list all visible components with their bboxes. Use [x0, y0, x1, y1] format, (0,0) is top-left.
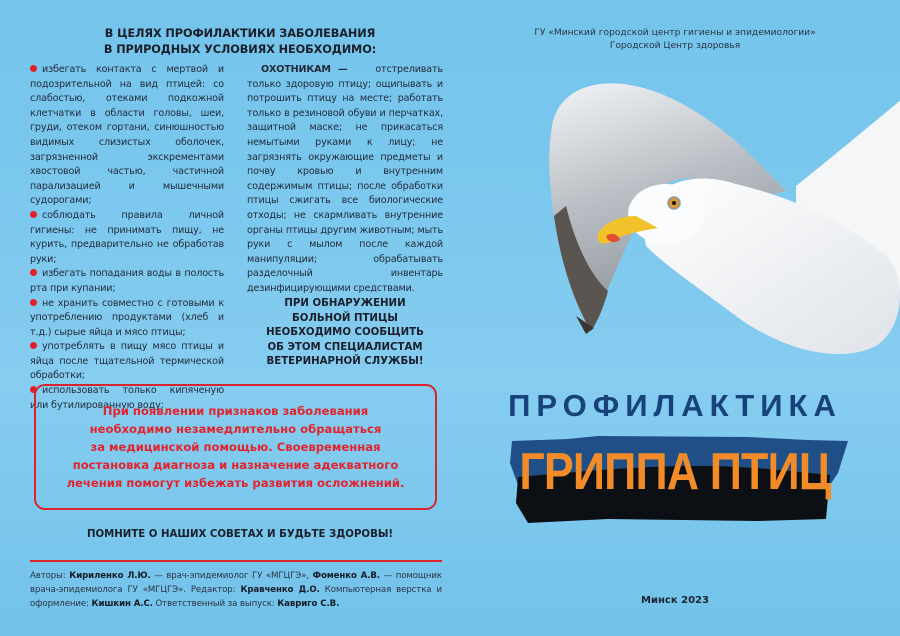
remember-slogan: ПОМНИТЕ О НАШИХ СОВЕТАХ И БУДЬТЕ ЗДОРОВЫ!: [86, 529, 394, 540]
warning-text: При появлении признаков заболевания необходимо незамедлительно обращаться за медицинской помощью. Своевременная постановка диагноза и назначение адекватного лечения помогут избежать развития осложнений.: [66, 404, 405, 490]
title-top: ПРОФИЛАКТИКА: [508, 388, 842, 423]
list-item: употреблять в пищу мясо птицы и яйца после тщательной термической обработки;: [30, 341, 224, 382]
cover-panel: [450, 0, 900, 636]
prevention-list: [30, 63, 224, 413]
list-item: избегать контакта с мертвой и подозрительной на вид птицей: со слабостью, отеками подкожной клетчатки в области головы, шеи, груди, отеком гортани, синюшностью видимых слизистых оболочек, загрязненной экскрементами хвостовой частью, частичной парализацией и мышечными судорогами;: [30, 64, 224, 207]
list-item: использовать только кипяченую или бутилированную воду;: [30, 385, 224, 411]
seagull-image: [546, 66, 900, 366]
list-item: не хранить совместно с готовыми к употреблению продуктами (хлеб и т.д.) сырые яйца и мясо птицы;: [30, 297, 224, 338]
hunters-text: отстреливать только здоровую птицу; ощипывать и потрошить птицу на месте; работать только в резиновой обуви и перчатках, защитной маске; не прикасаться немытыми руками к лицу; не загрязнять окружающие предметы и почву кровью и внутренним содержимым птицы; после обработки птицы сжигать все биологические отходы; не скармливать внутренние органы птицы другим животным; мыть руки с мылом после каждой манипуляции; обрабатывать разделочный инвентарь дезинфицирующими средствами.: [247, 64, 443, 294]
city-year: Минск 2023: [641, 595, 709, 606]
title-main: ГРИППА ПТИЦ: [519, 443, 831, 501]
vet-alert: ПРИ ОБНАРУЖЕНИИ БОЛЬНОЙ ПТИЦЫ НЕОБХОДИМО СООБЩИТЬ ОБ ЭТОМ СПЕЦИАЛИСТАМ ВЕТЕРИНАРНОЙ СЛУЖБЫ!: [266, 298, 424, 368]
organization-name: ГУ «Минский городской центр гигиены и эпидемиологии» Городской Центр здоровья: [534, 28, 816, 51]
credits: Авторы: Кириленко Л.Ю. — врач-эпидемиолог ГУ «МГЦГЭ», Фоменко А.В. — помощник врача-эпидемиолога ГУ «МГЦГЭ». Редактор: Кравченко Д.О. Компьютерная верстка и оформление: Кишкин А.С. Ответственный за выпуск: Кавриго С.В.: [30, 571, 442, 609]
bullet-dot-icon: [30, 65, 37, 72]
list-item: соблюдать правила личной гигиены: не принимать пищу, не курить, предварительно не обработав руки;: [30, 209, 224, 265]
main-heading: В ЦЕЛЯХ ПРОФИЛАКТИКИ ЗАБОЛЕВАНИЯ В ПРИРОДНЫХ УСЛОВИЯХ НЕОБХОДИМО:: [103, 27, 377, 56]
bullet-dot-icon: [30, 299, 37, 306]
hunters-advice: [247, 63, 443, 297]
warning-box: [34, 384, 437, 510]
bullet-dot-icon: [30, 342, 37, 349]
bullet-dot-icon: [30, 269, 37, 276]
bullet-dot-icon: [30, 211, 37, 218]
list-item: избегать попадания воды в полость рта при купании;: [30, 268, 224, 294]
divider: [30, 560, 442, 562]
hunters-lead: ОХОТНИКАМ —: [261, 64, 348, 75]
